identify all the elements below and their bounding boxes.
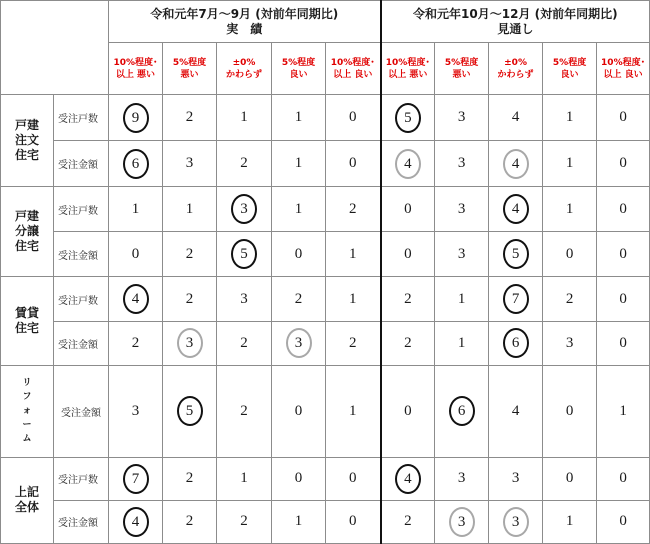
circled-value: 7 xyxy=(123,464,149,494)
period-header-actual xyxy=(109,1,381,43)
value-cell xyxy=(543,321,597,365)
value-cell xyxy=(326,232,381,277)
value-cell xyxy=(597,277,650,321)
value-cell xyxy=(272,95,326,141)
value-text: 0 xyxy=(619,334,627,351)
value-text: 0 xyxy=(404,200,412,217)
value-text: 3 xyxy=(185,155,194,172)
value-text: 3 xyxy=(457,245,466,262)
value-text: 3 xyxy=(457,109,466,126)
value-cell xyxy=(489,187,543,232)
value-cell xyxy=(163,457,217,500)
metric-label: 受注金額 xyxy=(54,321,109,365)
value-cell xyxy=(381,365,435,457)
category-label-line: 以上 良い xyxy=(333,69,373,80)
value-text: 1 xyxy=(457,334,466,351)
value-text: 0 xyxy=(619,290,627,307)
value-cell xyxy=(272,365,326,457)
category-label-line: 良い xyxy=(560,69,579,80)
table-row xyxy=(1,232,650,277)
corner-cell xyxy=(1,1,109,95)
value-text: 3 xyxy=(457,155,466,172)
value-cell xyxy=(597,95,650,141)
value-cell xyxy=(326,95,381,141)
value-cell xyxy=(109,232,163,277)
value-cell xyxy=(272,187,326,232)
value-cell xyxy=(326,457,381,500)
group-label xyxy=(1,277,54,365)
value-text: 3 xyxy=(457,200,466,217)
circled-value: 4 xyxy=(123,284,149,314)
value-cell xyxy=(381,141,435,187)
category-label-line: 5%程度 xyxy=(172,57,207,68)
circled-value: 9 xyxy=(123,103,149,133)
group-label-line: 戸建 xyxy=(14,118,39,133)
value-text: 0 xyxy=(619,470,627,487)
period-subtitle: 見通し xyxy=(497,21,534,36)
value-cell xyxy=(381,500,435,543)
value-cell xyxy=(435,187,489,232)
value-text: 1 xyxy=(565,109,574,126)
value-cell xyxy=(381,277,435,321)
table-row xyxy=(1,187,650,232)
value-cell xyxy=(217,141,272,187)
value-cell xyxy=(381,232,435,277)
category-label-line: 10%程度･ xyxy=(113,57,158,68)
value-text: 2 xyxy=(240,402,248,419)
group-label-line: ォ xyxy=(22,406,32,417)
value-cell xyxy=(435,95,489,141)
circled-value: 4 xyxy=(395,149,421,179)
value-text: 0 xyxy=(404,245,412,262)
value-cell xyxy=(543,365,597,457)
value-text: 2 xyxy=(185,245,194,262)
value-cell xyxy=(163,277,217,321)
value-cell xyxy=(489,365,543,457)
table-row xyxy=(1,321,650,365)
value-text: 1 xyxy=(349,290,357,307)
value-text: 2 xyxy=(185,470,194,487)
value-text: 0 xyxy=(294,402,303,419)
value-text: 0 xyxy=(619,513,627,530)
category-header xyxy=(543,43,597,95)
circled-value: 3 xyxy=(286,328,312,358)
value-cell xyxy=(109,457,163,500)
value-cell xyxy=(597,321,650,365)
value-text: 1 xyxy=(349,402,357,419)
value-text: 3 xyxy=(565,334,574,351)
value-text: 3 xyxy=(457,470,466,487)
group-label-line: 分譲 xyxy=(14,224,39,239)
value-text: 2 xyxy=(131,334,140,351)
value-cell xyxy=(272,500,326,543)
value-cell xyxy=(272,277,326,321)
value-text: 2 xyxy=(565,290,574,307)
value-cell xyxy=(272,141,326,187)
period-subtitle: 実 績 xyxy=(226,21,263,36)
value-text: 1 xyxy=(131,200,140,217)
category-label-line: 5%程度 xyxy=(444,57,479,68)
circled-value: 6 xyxy=(503,328,529,358)
metric-label: 受注金額 xyxy=(54,232,109,277)
category-label-line: 以上 良い xyxy=(603,69,643,80)
value-cell xyxy=(109,95,163,141)
value-text: 2 xyxy=(349,200,357,217)
value-cell xyxy=(435,232,489,277)
value-cell xyxy=(381,95,435,141)
group-label-line: フ xyxy=(22,392,32,403)
circled-value: 4 xyxy=(503,149,529,179)
value-cell xyxy=(597,187,650,232)
value-text: 0 xyxy=(294,470,303,487)
value-text: 0 xyxy=(349,513,357,530)
value-text: 3 xyxy=(511,470,520,487)
value-cell xyxy=(163,500,217,543)
table-row xyxy=(1,95,650,141)
value-cell xyxy=(109,321,163,365)
value-cell xyxy=(435,500,489,543)
value-cell xyxy=(435,365,489,457)
category-label-line: 10%程度･ xyxy=(601,57,646,68)
value-cell xyxy=(489,321,543,365)
value-cell xyxy=(109,500,163,543)
category-label-line: 5%程度 xyxy=(552,57,587,68)
category-header xyxy=(489,43,543,95)
group-label-line: 全体 xyxy=(14,500,39,515)
value-text: 1 xyxy=(240,470,248,487)
value-text: 2 xyxy=(185,290,194,307)
circled-value: 3 xyxy=(449,507,475,537)
value-cell xyxy=(163,232,217,277)
category-header xyxy=(163,43,217,95)
value-cell xyxy=(435,321,489,365)
circled-value: 5 xyxy=(395,103,421,133)
metric-label: 受注金額 xyxy=(54,141,109,187)
category-label-line: 以上 悪い xyxy=(388,69,428,80)
value-cell xyxy=(543,95,597,141)
value-text: 1 xyxy=(565,155,574,172)
value-cell xyxy=(109,365,163,457)
value-cell xyxy=(217,187,272,232)
value-text: 2 xyxy=(240,513,248,530)
value-cell xyxy=(217,500,272,543)
category-label-line: 10%程度･ xyxy=(385,57,430,68)
value-cell xyxy=(543,457,597,500)
category-label-line: 以上 悪い xyxy=(115,69,156,80)
value-cell xyxy=(326,187,381,232)
value-text: 2 xyxy=(294,290,303,307)
metric-label: 受注戸数 xyxy=(54,95,109,141)
value-cell xyxy=(435,141,489,187)
circled-value: 5 xyxy=(503,239,529,269)
value-text: 0 xyxy=(565,470,574,487)
value-cell xyxy=(326,277,381,321)
value-cell xyxy=(543,500,597,543)
value-cell xyxy=(272,232,326,277)
period-header-forecast xyxy=(381,1,650,43)
table-row xyxy=(1,457,650,500)
value-text: 1 xyxy=(565,513,574,530)
circled-value: 3 xyxy=(177,328,203,358)
value-text: 1 xyxy=(240,109,248,126)
circled-value: 3 xyxy=(231,194,257,224)
group-label xyxy=(1,457,54,543)
category-header xyxy=(381,43,435,95)
period-title: 令和元年10月～12月 (対前年同期比) xyxy=(413,6,618,21)
value-cell xyxy=(217,321,272,365)
value-cell xyxy=(326,500,381,543)
value-cell xyxy=(543,187,597,232)
circled-value: 3 xyxy=(503,507,529,537)
metric-label: 受注戸数 xyxy=(54,187,109,232)
value-text: 2 xyxy=(404,334,412,351)
value-cell xyxy=(381,187,435,232)
value-cell xyxy=(326,321,381,365)
metric-label: 受注戸数 xyxy=(54,277,109,321)
category-header xyxy=(435,43,489,95)
value-text: 0 xyxy=(619,109,627,126)
value-cell xyxy=(163,95,217,141)
value-cell xyxy=(326,141,381,187)
table-row xyxy=(1,277,650,321)
value-cell xyxy=(217,457,272,500)
value-cell xyxy=(109,187,163,232)
value-cell xyxy=(272,321,326,365)
value-cell xyxy=(543,277,597,321)
category-label-line: ±0% xyxy=(232,57,256,68)
value-cell xyxy=(163,141,217,187)
value-cell xyxy=(109,277,163,321)
category-label-line: 悪い xyxy=(180,69,199,80)
value-text: 1 xyxy=(565,200,574,217)
value-cell xyxy=(217,232,272,277)
value-cell xyxy=(489,95,543,141)
group-label-line: 戸建 xyxy=(14,209,39,224)
metric-label: 受注金額 xyxy=(54,500,109,543)
value-cell xyxy=(543,141,597,187)
category-label-line: 良い xyxy=(289,69,308,80)
value-cell xyxy=(217,277,272,321)
value-cell xyxy=(163,365,217,457)
value-text: 3 xyxy=(131,402,140,419)
value-text: 0 xyxy=(349,109,357,126)
value-cell xyxy=(489,457,543,500)
value-text: 1 xyxy=(185,200,194,217)
value-cell xyxy=(597,500,650,543)
group-label-line: 賃貸 xyxy=(14,306,39,321)
value-text: 4 xyxy=(511,402,520,419)
category-label-line: ±0% xyxy=(504,57,527,68)
value-text: 2 xyxy=(240,155,248,172)
value-cell xyxy=(326,365,381,457)
value-text: 2 xyxy=(404,513,412,530)
value-cell xyxy=(272,457,326,500)
value-text: 0 xyxy=(294,245,303,262)
value-cell xyxy=(217,95,272,141)
value-text: 1 xyxy=(294,109,303,126)
circled-value: 4 xyxy=(395,464,421,494)
value-cell xyxy=(489,500,543,543)
category-header xyxy=(326,43,381,95)
value-cell xyxy=(489,232,543,277)
metric-label: 受注金額 xyxy=(54,365,109,457)
category-label-line: 5%程度 xyxy=(281,57,316,68)
group-label-line: リ xyxy=(22,378,32,389)
value-text: 0 xyxy=(619,155,627,172)
value-text: 3 xyxy=(240,290,248,307)
value-cell xyxy=(597,457,650,500)
table-row xyxy=(1,141,650,187)
value-text: 1 xyxy=(619,402,627,419)
table-row xyxy=(1,365,650,457)
category-header xyxy=(597,43,650,95)
group-label-line: ム xyxy=(22,434,32,445)
value-text: 1 xyxy=(294,513,303,530)
value-cell xyxy=(381,457,435,500)
value-cell xyxy=(381,321,435,365)
group-label-line: 注文 xyxy=(14,133,39,148)
value-text: 1 xyxy=(349,245,357,262)
value-text: 1 xyxy=(457,290,466,307)
value-cell xyxy=(597,232,650,277)
category-header xyxy=(272,43,326,95)
group-label xyxy=(1,365,54,457)
category-label-line: 悪い xyxy=(452,69,471,80)
value-cell xyxy=(163,321,217,365)
category-label-line: かわらず xyxy=(225,69,262,80)
value-text: 4 xyxy=(511,109,520,126)
value-text: 2 xyxy=(185,513,194,530)
value-cell xyxy=(163,187,217,232)
category-label-line: 10%程度･ xyxy=(330,57,375,68)
circled-value: 4 xyxy=(123,507,149,537)
value-cell xyxy=(597,365,650,457)
category-header xyxy=(217,43,272,95)
value-text: 0 xyxy=(619,200,627,217)
value-cell xyxy=(597,141,650,187)
metric-label: 受注戸数 xyxy=(54,457,109,500)
group-label xyxy=(1,95,54,187)
group-label-line: ー xyxy=(22,420,32,431)
value-text: 1 xyxy=(294,155,303,172)
value-cell xyxy=(435,277,489,321)
value-cell xyxy=(109,141,163,187)
value-text: 0 xyxy=(404,402,412,419)
circled-value: 5 xyxy=(231,239,257,269)
circled-value: 6 xyxy=(449,396,475,426)
group-label-line: 住宅 xyxy=(14,148,39,163)
value-text: 2 xyxy=(349,334,357,351)
period-title: 令和元年7月～9月 (対前年同期比) xyxy=(150,6,339,21)
value-text: 1 xyxy=(294,200,303,217)
category-header xyxy=(109,43,163,95)
group-label-line: 住宅 xyxy=(14,321,39,336)
group-label xyxy=(1,187,54,277)
circled-value: 5 xyxy=(177,396,203,426)
circled-value: 4 xyxy=(503,194,529,224)
value-text: 2 xyxy=(240,334,248,351)
circled-value: 7 xyxy=(503,284,529,314)
circled-value: 6 xyxy=(123,149,149,179)
value-cell xyxy=(489,277,543,321)
group-label-line: 住宅 xyxy=(14,239,39,254)
value-text: 0 xyxy=(349,470,357,487)
value-text: 0 xyxy=(565,402,574,419)
value-text: 0 xyxy=(619,245,627,262)
value-text: 2 xyxy=(185,109,194,126)
value-text: 0 xyxy=(349,155,357,172)
group-label-line: 上記 xyxy=(14,485,39,500)
value-cell xyxy=(217,365,272,457)
value-text: 0 xyxy=(131,245,140,262)
value-text: 0 xyxy=(565,245,574,262)
value-cell xyxy=(489,141,543,187)
value-cell xyxy=(435,457,489,500)
table-row xyxy=(1,500,650,543)
value-text: 2 xyxy=(404,290,412,307)
value-cell xyxy=(543,232,597,277)
category-label-line: かわらず xyxy=(497,69,534,80)
